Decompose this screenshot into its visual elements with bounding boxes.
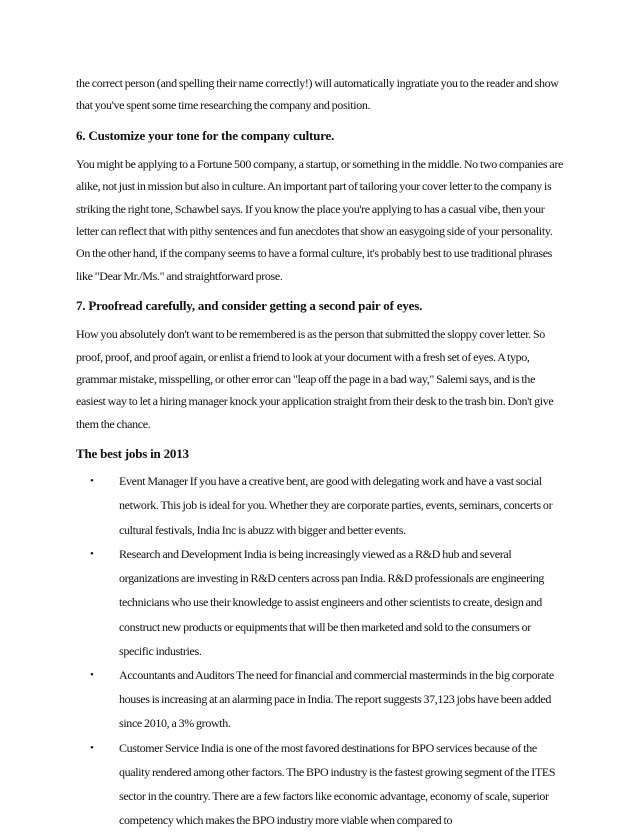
list-item — [76, 663, 566, 736]
jobs-list — [76, 469, 566, 832]
bullet-icon: • — [90, 668, 94, 681]
list-item-text: Accountants and Auditors The need for financial and commercial masterminds in the big corporate houses is increasing at an alarming pace in India. The report suggests 37,123 jobs have been added since 2010, a 3% growth. — [119, 667, 554, 731]
list-item-text: Research and Development India is being increasingly viewed as a R&D hub and several organizations are investing in R&D centers across pan India. R&D professionals are engineering technicians who use their knowledge to assist engineers and other scientists to create, design and construct new products or equipments that will be then marketed and sold to the consumers or specific industries. — [119, 546, 545, 658]
list-item — [76, 542, 566, 663]
bullet-icon: • — [90, 741, 94, 754]
section-paragraph-6: You might be applying to a Fortune 500 company, a startup, or something in the middle. No two companies are alike, not just in mission but also in culture. An important part of tailoring your cover letter to the company is striking the right tone, Schawbel says. If you know the place you're applying to has a casual vibe, then your letter can reflect that with pithy sentences and fun anecdotes that show an easygoing side of your personality. On the other hand, if the company seems to have a formal culture, it's probably best to use traditional phrases like "Dear Mr./Ms." and straightforward prose. — [76, 156, 563, 283]
list-item-text: Event Manager If you have a creative bent, are good with delegating work and have a vast social network. This job is ideal for you. Whether they are corporate parties, events, seminars, concerts or cultural festivals, India Inc is abuzz with bigger and better events. — [119, 474, 553, 537]
intro-paragraph: the correct person (and spelling their name correctly!) will automatically ingratiate you to the reader and show that you've spent some time researching the company and position. — [76, 76, 559, 113]
list-item — [76, 469, 566, 542]
best-jobs-heading: The best jobs in 2013 — [76, 446, 189, 462]
section-heading-6: 6. Customize your tone for the company culture. — [76, 127, 335, 143]
section-paragraph-7: How you absolutely don't want to be remembered is as the person that submitted the sloppy cover letter. So proof, proof, and proof again, or enlist a friend to look at your document with a fresh set of eyes. A typo, grammar mistake, misspelling, or other error can "leap off the page in a bad way," Salemi says, and is the easiest way to let a hiring manager knock your application straight from their desk to the trash bin. Don't give them the chance. — [76, 327, 554, 431]
bullet-icon: • — [90, 547, 94, 560]
list-item — [76, 736, 566, 832]
document-content — [76, 72, 566, 832]
list-item-text: Customer Service India is one of the most favored destinations for BPO services because of the quality rendered among other factors. The BPO industry is the fastest growing segment of the ITES sector in the country. There are a few factors like economic advantage, economy of scale, superior competency which makes the BPO industry more viable when compared to — [119, 740, 556, 828]
section-heading-7: 7. Proofread carefully, and consider getting a second pair of eyes. — [76, 298, 423, 314]
bullet-icon: • — [90, 475, 94, 488]
